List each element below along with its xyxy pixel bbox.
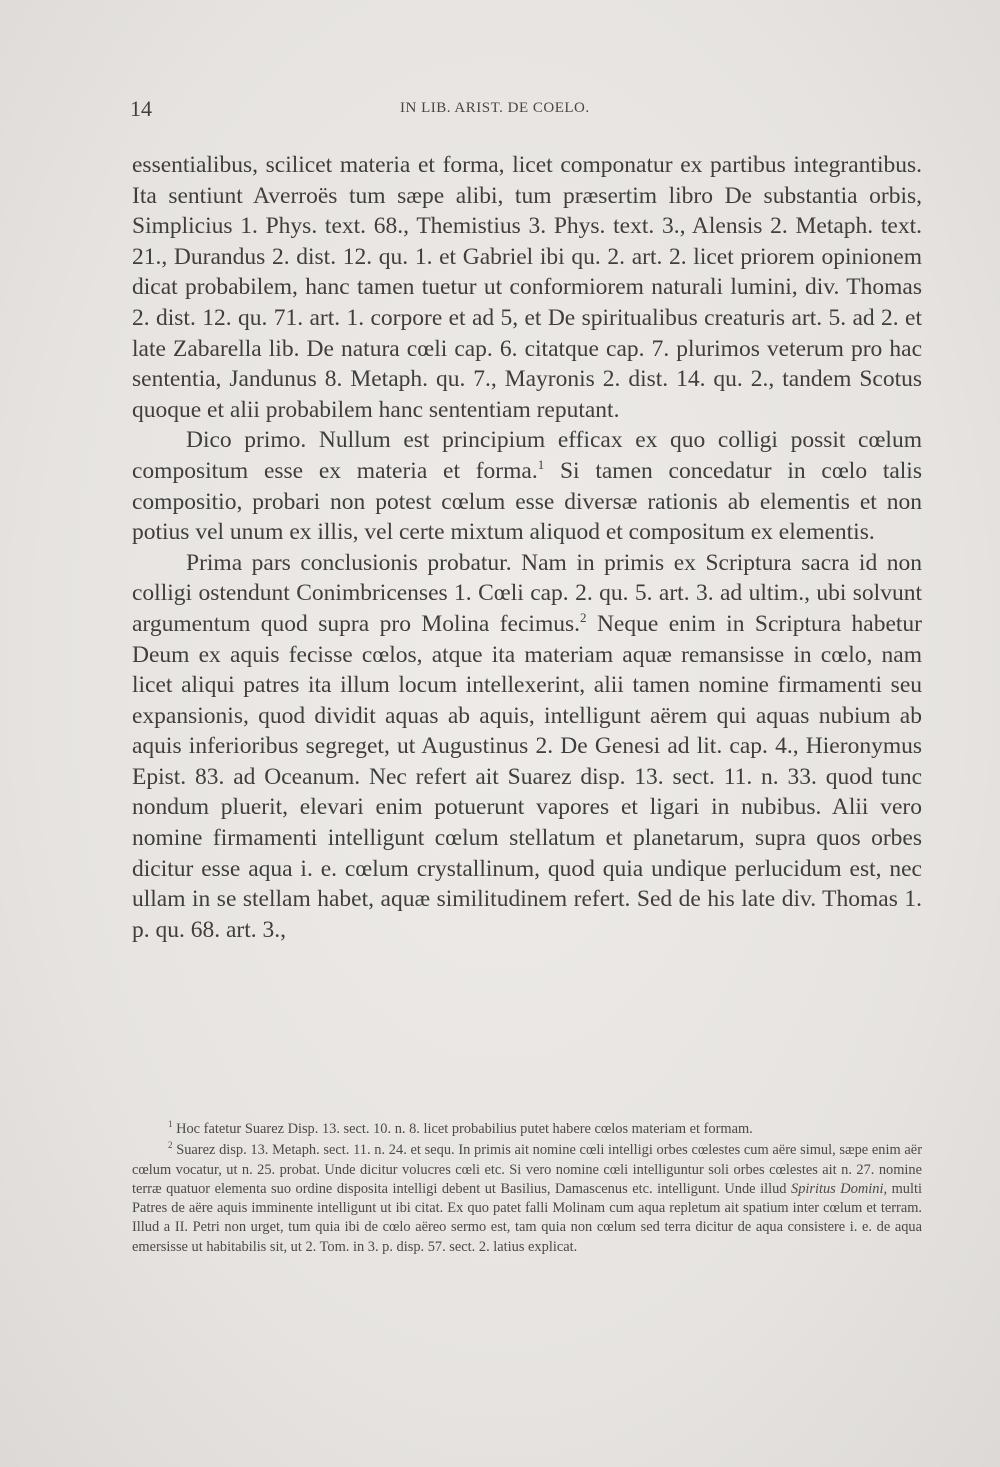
footnotes xyxy=(132,1120,922,1259)
paragraph-2-text-b: Si tamen concedatur in cœlo talis compositio, probari non potest cœlum esse diversæ rationis ab elementis et non potius vel unum ex illis, vel certe mixtum aliquod et compositum ex elementis. xyxy=(132,457,922,546)
footnote-1 xyxy=(132,1120,922,1139)
footnote-2-text-a: Suarez disp. 13. Metaph. sect. 11. n. 24. et sequ. In primis ait nomine cœli intelligi orbes cœlestes cum aëre simul, sæpe enim aër cœlum vocatur, ut n. 25. probat. Unde dicitur volucres cœli etc. Si vero nomine cœli intelliguntur soli orbes cœlestes ait n. 27. nomine terræ quatuor elementa suo ordine disposita intelligi debent ut Basilius, Damascenus etc. intelligunt. Unde illud xyxy=(132,1142,922,1197)
paragraph-2 xyxy=(132,425,922,547)
footnote-ref-2: 2 xyxy=(580,610,587,626)
page-number: 14 xyxy=(130,96,152,121)
paragraph-2-text-a: Dico primo. Nullum est principium efficax ex quo colligi possit cœlum compositum esse ex materia et forma. xyxy=(132,427,922,484)
footnote-ref-1: 1 xyxy=(537,457,545,473)
footnote-2 xyxy=(132,1141,922,1257)
footnote-1-text: Hoc fatetur Suarez Disp. 13. sect. 10. n. 8. licet probabilius putet habere cœlos materiam et formam. xyxy=(172,1121,753,1137)
paragraph-1-text: essentialibus, scilicet materia et forma, licet componatur ex partibus integrantibus. Ita sentiunt Averroës tum sæpe alibi, tum præsertim libro De substantia orbis, Simplicius 1. Phys. text. 68., Themistius 3. Phys. text. 3., Alensis 2. Metaph. text. 21., Durandus 2. dist. 12. qu. 1. et Gabriel ibi qu. 2. art. 2. licet priorem opinionem dicat probabilem, hanc tamen tuetur ut conformiorem naturali lumini, div. Thomas 2. dist. 12. qu. 71. art. 1. corpore et ad 5, et De spiritualibus creaturis art. 5. ad 2. et late Zabarella lib. De natura cœli cap. 6. citatque cap. 7. plurimos veterum pro hac sententia, Jandunus 8. Metaph. qu. 7., Mayronis 2. dist. 14. qu. 2., tandem Scotus quoque et alii probabilem hanc sententiam reputant. xyxy=(132,152,922,423)
footnote-1-mark: 1 xyxy=(168,1119,173,1130)
main-text xyxy=(132,150,922,945)
paragraph-3-text-a: Prima pars conclusionis probatur. Nam in primis ex Scriptura sacra id non colligi ostendunt Conimbricenses 1. Cœli cap. 2. qu. 5. art. 3. ad ultim., ubi solvunt argumentum quod supra pro Molina fecimus. xyxy=(132,549,922,637)
footnote-2-mark: 2 xyxy=(168,1140,173,1151)
paragraph-3 xyxy=(132,548,922,946)
footnote-2-text-b: multi Patres de aëre aquis imminente intelligunt ut ibi citat. Ex quo patet falli Molinam cum aqua repletum ait spatium inter cœlum et terram. Illud a II. Petri non urget, tum quia ibi de cœlo aëreo sermo est, tam quia non cœlum sed terra dicitur de aqua consistere i. e. de aqua emersisse ut habitabilis sit, ut 2. Tom. in 3. p. disp. 57. sect. 2. latius explicat. xyxy=(132,1180,922,1255)
paragraph-1 xyxy=(132,150,922,425)
footnote-2-italic: Spiritus Domini, xyxy=(791,1180,888,1197)
running-head: IN LIB. ARIST. DE COELO. xyxy=(400,100,590,116)
paragraph-3-text-b: Neque enim in Scriptura habetur Deum ex aquis fecisse cœlos, atque ita materiam aquæ remansisse in cœlo, nam licet aliqui patres ita illum locum intellexerint, alii tamen nomine firmamenti seu expansionis, quod dividit aquas ab aquis, intelligunt aërem qui aquas nubium ab aquis inferioribus segreget, ut Augustinus 2. De Genesi ad lit. cap. 4., Hieronymus Epist. 83. ad Oceanum. Nec refert ait Suarez disp. 13. sect. 11. n. 33. quod tunc nondum pluerit, elevari enim potuerunt vapores et ligari in nubibus. Alii vero nomine firmamenti intelligunt cœlum stellatum et planetarum, supra quos orbes dicitur esse aqua i. e. cœlum crystallinum, quod quia undique perlucidum est, nec ullam in se stellam habet, aquæ similitudinem refert. Sed de his late div. Thomas 1. p. qu. 68. art. 3., xyxy=(132,610,922,943)
page-header xyxy=(130,96,925,126)
